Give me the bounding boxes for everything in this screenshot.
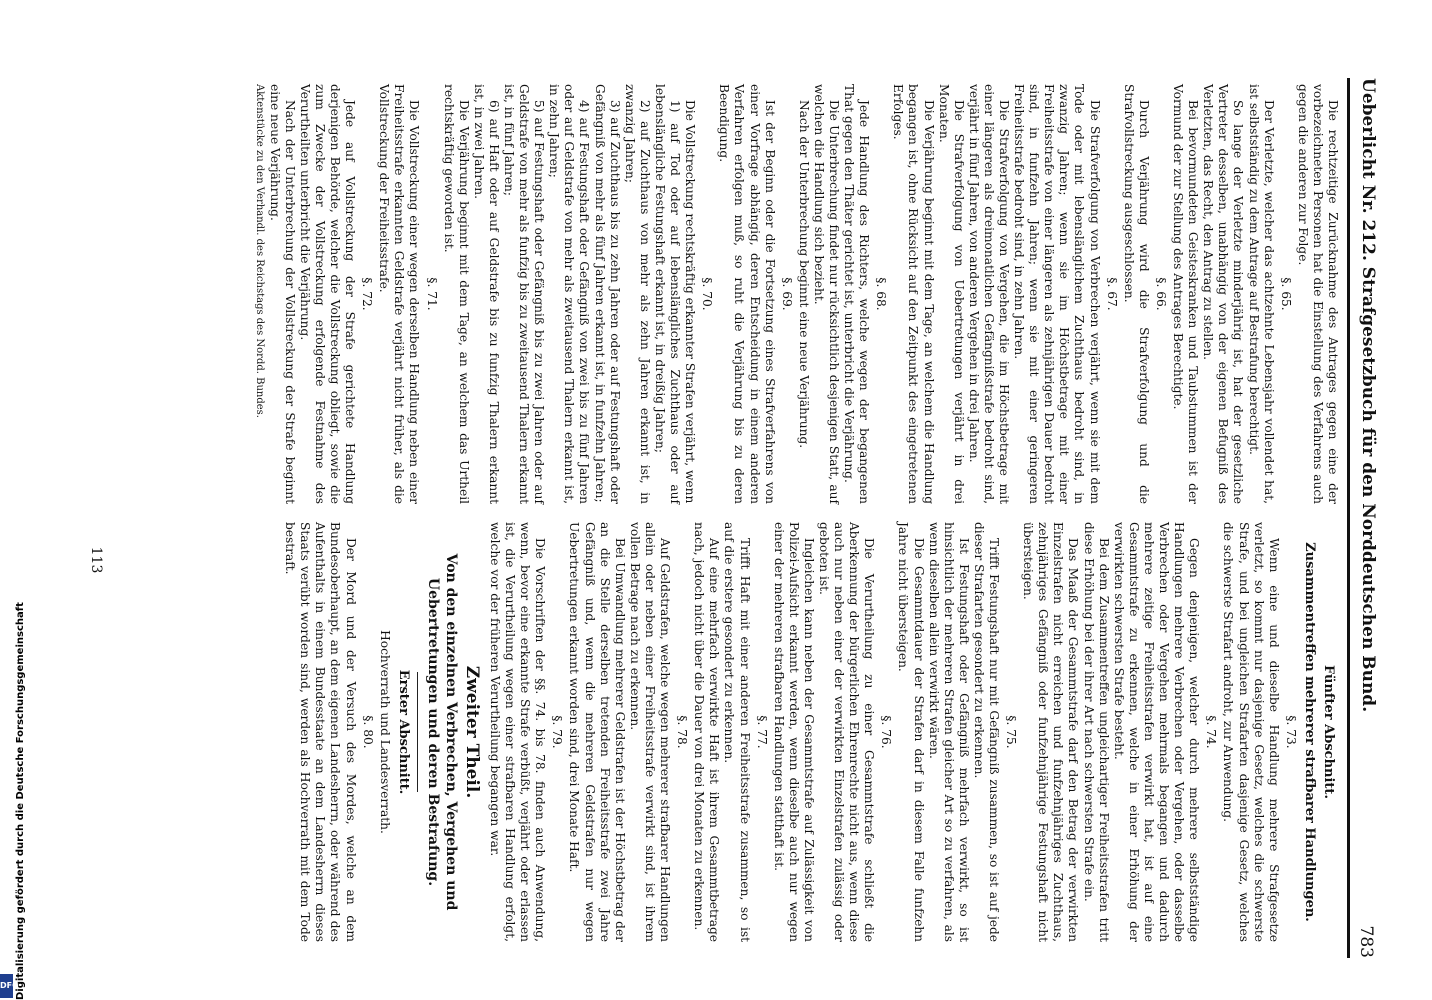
page-number: 783	[1356, 925, 1376, 958]
funding-strip	[0, 600, 26, 1000]
paragraph: Jede auf Vollstreckung der Strafe gerichtete Handlung derjenigen Behörde, welcher die Vollstreckung obliegt, sowie die zum Zwecke der Vollstreckung erfolgende Festnahme des Verurtheilten unterbricht die Verjährung.	[297, 84, 358, 504]
paragraph: Die Strafverfolgung von Verbrechen verjährt, wenn sie mit dem Tode oder mit lebenslänglichem Zuchthaus bedroht sind, in zwanzig Jahren; wenn sie im Höchstbetrage mit einer Freiheitsstrafe von einer längeren als zehnjährigen Dauer bedroht sind, in funfzehn Jahren; wenn sie mit einer geringeren Freiheitsstrafe bedroht sind, in zehn Jahren.	[1012, 84, 1102, 504]
funding-note: Digitalisierung gefördert durch die Deutsche Forschungsgemeinschaft	[15, 602, 26, 1000]
section-heading: §. 69.	[779, 277, 794, 311]
paragraph: Die Vollstreckung rechtskräftig erkannter Strafen verjährt, wenn	[683, 100, 698, 504]
paragraph: Nach der Unterbrechung beginnt eine neue Verjährung.	[796, 100, 811, 449]
part-heading: Zweiter Theil.	[461, 665, 482, 799]
paragraph: Die Verurtheilung zu einer Gesammtstrafe schließt die Aberkennung der bürgerlichen Ehrenrechte nicht aus, wenn diese auch nur neben einer der verwirkten Einzelstrafen zulässig oder geboten ist.	[817, 522, 877, 942]
paragraph: Die Verjährung beginnt mit dem Tage, an welchem das Urtheil rechtskräftig geworden ist.	[441, 84, 471, 504]
paragraph: 3) auf Zuchthaus bis zu zehn Jahren oder auf Festungshaft oder Gefängniß von mehr als fünf Jahren erkannt ist, in funfzehn Jahren;	[592, 84, 622, 504]
section-heading: §. 71.	[424, 277, 439, 311]
left-column	[251, 84, 1340, 504]
section-heading: §. 80.	[360, 715, 375, 749]
section-heading: §. 73.	[1283, 715, 1298, 749]
paragraph: Die rechtzeitige Zurücknahme des Antrages gegen eine der vorbezeichneten Personen hat die Einstellung des Verfahrens auch gegen die anderen zur Folge.	[1295, 84, 1340, 504]
section-heading: §. 67.	[1104, 277, 1119, 311]
paragraph: Die Strafverfolgung von Uebertretungen verjährt in drei Monaten.	[936, 84, 966, 504]
paragraph: Die Verjährung beginnt mit dem Tage, an welchem die Handlung begangen ist, ohne Rücksicht auf den Zeitpunkt des eingetretenen Erfolges.	[891, 84, 936, 504]
paragraph: Trifft Festungshaft nur mit Gefängniß zusammen, so ist auf jede dieser Strafarten gesondert zu erkennen.	[971, 522, 1002, 942]
part-subtitle: Von den einzelnen Verbrechen, Vergehen und Uebertretungen und deren Bestrafung.	[424, 553, 459, 911]
paragraph: Die Unterbrechung findet nur rücksichtlich desjenigen Statt, auf welchen die Handlung sich bezieht.	[811, 84, 841, 504]
section-heading: §. 66.	[1153, 277, 1168, 311]
section-heading: §. 65.	[1278, 277, 1293, 311]
paragraph: Trifft Haft mit einer anderen Freiheitsstrafe zusammen, so ist auf die erstere gesondert zu erkennen.	[722, 522, 752, 942]
chapter-heading: Zusammentreffen mehrerer strafbarer Handlungen.	[1301, 542, 1317, 922]
paragraph: Bei bevormundeten Geisteskranken und Taubstummen ist der Vormund der zur Stellung des Antrages Berechtigte.	[1171, 84, 1201, 504]
section-heading: Hochverrath und Landesverrath.	[377, 630, 392, 834]
paragraph: Nach der Unterbrechung der Vollstreckung der Strafe beginnt eine neue Verjährung.	[267, 84, 297, 504]
paragraph: Die Strafverfolgung von Vergehen, die im Höchstbetrage mit einer längeren als dreimonatlichen Gefängnißstrafe bedroht sind, verjährt in fünf Jahren, von anderen Vergehen in drei Jahren.	[966, 84, 1012, 504]
paragraph: Auf eine mehrfach verwirkte Haft ist ihrem Gesammtbetrage nach, jedoch nicht über die Dauer von drei Monaten zu erkennen.	[692, 522, 722, 942]
chapter-heading: Fünfter Abschnitt.	[1321, 665, 1336, 799]
paragraph: Auf Geldstrafen, welche wegen mehrerer strafbarer Handlungen allein oder neben einer Freiheitsstrafe verwirkt sind, ist ihrem vollen Betrage nach zu erkennen.	[627, 522, 673, 942]
header-title: Ueberlicht Nr. 212. Strafgesetzbuch für den Norddeutschen Bund.	[1358, 78, 1378, 713]
paragraph: So lange der Verletzte minderjährig ist, hat der gesetzliche Vertreter desselben, unabhängig von der eigenen Befugniß des Verletzten, das Recht, den Antrag zu stellen.	[1201, 84, 1246, 504]
chapter-heading: Erster Abschnitt.	[395, 669, 411, 795]
paragraph: Gegen denjenigen, welcher durch mehrere selbstständige Handlungen mehrere Verbrechen oder Vergehen, oder dasselbe Verbrechen oder Vergehen mehrmals begangen und dadurch mehrere zeitige Freiheitsstrafen verwirkt hat, ist auf eine Gesammtstrafe zu erkennen, welche in einer Erhöhung der verwirkten schwersten Strafe besteht.	[1111, 522, 1202, 942]
right-column	[282, 522, 1340, 942]
paragraph: Ingleichen kann neben der Gesammtstrafe auf Zulässigkeit von Polizei-Aufsicht erkannt werden, wenn dieselbe auch nur wegen einer der mehreren strafbaren Handlungen statthaft ist.	[771, 522, 816, 942]
paragraph: Bei Umwandlung mehrerer Geldstrafen ist der Höchstbetrag der an die Stelle derselben tretenden Freiheitsstrafe zwei Jahre Gefängniß und, wenn die mehreren Geldstrafen nur wegen Uebertretungen erkannt worden sind, drei Monate Haft.	[567, 522, 627, 942]
divider	[417, 672, 418, 792]
paragraph: Der Verletzte, welcher das achtzehnte Lebensjahr vollendet hat, ist selbstständig zu dem Antrage auf Bestrafung berechtigt.	[1246, 84, 1276, 504]
dfg-logo: DFG	[0, 974, 13, 998]
section-heading: §. 78.	[675, 715, 690, 749]
paragraph: Durch Verjährung wird die Strafverfolgung und die Strafvollstreckung ausgeschlossen.	[1121, 84, 1151, 504]
footnote: Aktenstücke zu den Verhandl. des Reichstags des Nordd. Bundes.	[253, 84, 265, 418]
paragraph: Der Mord und der Versuch des Mordes, welche an dem Bundesoberhaupt, an dem eigenen Landesherrn, oder während des Aufenthalts in einem Bundesstaate an dem Landesherrn dieses Staats verübt worden sind, werden als Hochverrath mit dem Tode bestraft.	[283, 522, 358, 942]
paragraph: Die Vorschriften der §§. 74. bis 78. finden auch Anwendung, wenn, bevor eine erkannte Strafe verbüßt, verjährt oder erlassen ist, die Verurtheilung wegen einer strafbaren Handlung erfolgt, welche vor der früheren Verurtheilung begangen war.	[488, 522, 548, 942]
section-heading: §. 77.	[754, 715, 769, 749]
section-heading: §. 72.	[360, 277, 375, 311]
section-heading: §. 76.	[879, 715, 894, 749]
sheet-number: 113	[88, 546, 104, 574]
section-heading: §. 68.	[874, 277, 889, 311]
header-rule	[1347, 78, 1350, 958]
paragraph: Ist Festungshaft oder Gefängniß mehrfach verwirkt, so ist hinsichtlich der mehreren Strafen gleicher Art so zu verfahren, als wenn dieselben allein verwirkt wären.	[926, 522, 971, 942]
paragraph: Wenn eine und dieselbe Handlung mehrere Strafgesetze verletzt, so kommt nur dasjenige Gesetz, welches die schwerste Strafe, und bei ungleichen Strafarten dasjenige Gesetz, welches die schwerste Strafart androht, zur Anwendung.	[1221, 522, 1281, 942]
paragraph: 1) auf Tod oder auf lebenslängliches Zuchthaus oder auf lebenslängliche Festungshaft erkannt ist, in dreißig Jahren;	[652, 84, 683, 504]
section-heading: §. 70.	[700, 277, 715, 311]
paragraph: Bei dem Zusammentreffen ungleichartiger Freiheitsstrafen tritt diese Erhöhung bei der ihrer Art nach schwersten Strafe ein.	[1081, 522, 1111, 942]
section-heading: §. 79.	[550, 715, 565, 749]
paragraph: 5) auf Festungshaft oder Gefängniß bis zu zwei Jahren oder auf Geldstrafe von mehr als funfzig bis zu zweitausend Thalern erkannt ist, in fünf Jahren;	[502, 84, 547, 504]
paragraph: Ist der Beginn oder die Fortsetzung eines Strafverfahrens von einer Vorfrage abhängig, deren Entscheidung in einem anderen Verfahren erfolgen muß, so ruht die Verjährung bis zu deren Beendigung.	[717, 84, 777, 504]
paragraph: Die Gesammtdauer der Strafen darf in diesem Falle funfzehn Jahre nicht übersteigen.	[896, 522, 926, 942]
section-heading: §. 75.	[1004, 715, 1019, 749]
section-heading: §. 74.	[1204, 715, 1219, 749]
running-header	[1344, 78, 1384, 958]
paragraph: 4) auf Festungshaft oder Gefängniß von zwei bis zu fünf Jahren oder auf Geldstrafe von mehr als zweitausend Thalern erkannt ist, in zehn Jahren;	[547, 84, 592, 504]
paragraph: Das Maaß der Gesammtstrafe darf den Betrag der verwirkten Einzelstrafen nicht erreichen und funfzehnjähriges Zuchthaus, zehnjähriges Gefängniß oder funfzehnjährige Festungshaft nicht übersteigen.	[1021, 522, 1081, 942]
paragraph: Die Vollstreckung einer wegen derselben Handlung neben einer Freiheitsstrafe erkannten Geldstrafe verjährt nicht früher, als die Vollstreckung der Freiheitsstrafe.	[377, 84, 422, 504]
paragraph: 6) auf Haft oder auf Geldstrafe bis zu funfzig Thalern erkannt ist, in zwei Jahren.	[471, 84, 501, 504]
paragraph: Jede Handlung des Richters, welche wegen der begangenen That gegen den Thäter gerichtet ist, unterbricht die Verjährung.	[842, 84, 872, 504]
paragraph: 2) auf Zuchthaus von mehr als zehn Jahren erkannt ist, in zwanzig Jahren;	[622, 84, 652, 504]
